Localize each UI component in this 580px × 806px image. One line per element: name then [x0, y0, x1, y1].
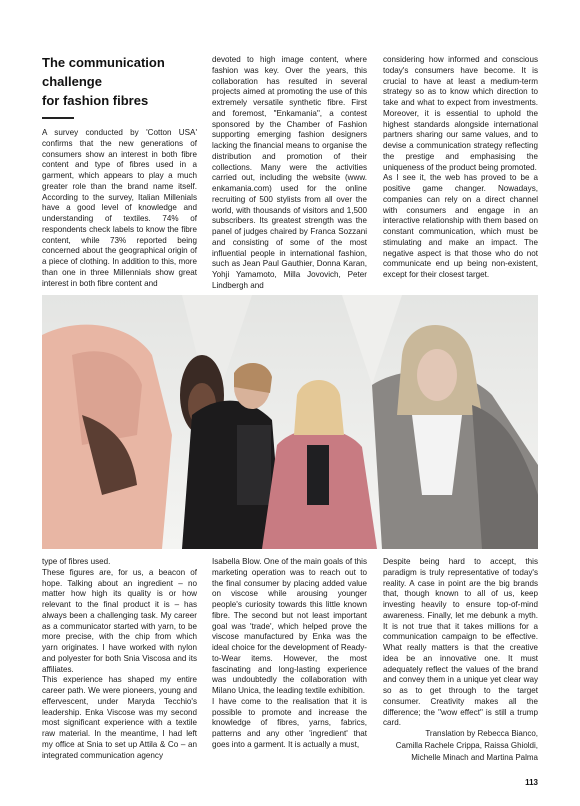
paragraph: Despite being hard to accept, this paradigm is truly representative of today's reality. A case in point are the big brands that, though known to all of us, keep investing heavily to ensure top-of-mind awareness. Finally, let me debunk a myth. It is not true that it takes millions for a communication campaign to be effective. What really matters is that the creative idea be an innovative one. It must adequately reflect the values of the brand and convey them in a unique yet clear way so as to get through to the target consumer. Creativity makes all the difference; the "wow effect" is still a trump card.	[383, 557, 538, 728]
top-column-2	[212, 55, 367, 292]
paragraph: As I see it, the web has proved to be a positive game changer. Nowadays, companies can rely on a direct channel with consumers and engage in an interactive relationship with them based on constant communication, which must be stimulating and make an impact. The negative aspect is that those who do not communicate end up being non-existent, except for their closest target.	[383, 173, 538, 279]
paragraph: type of fibres used.	[42, 557, 111, 566]
paragraph: A survey conducted by 'Cotton USA' confirms that the new generations of consumers show an interest in both fibre content and type of fibres used in a garment, which appears to play a much greater role than the brand name itself. According to the survey, Italian Millenials have a good level of knowledge and understanding of textiles. 74% of respondents check labels to know the fibre content, while 73% reported being concerned about the geographical origin of a piece of clothing. In addition to this, more than one in three Millennials show great interest in both fibre content and	[42, 128, 197, 288]
top-column-3	[383, 55, 538, 281]
page-number: 113	[525, 778, 538, 787]
credit-line: Translation by Rebecca Bianco,	[425, 729, 538, 738]
paragraph: devoted to high image content, where fashion was key. Over the years, this collaboration has resulted in several projects aimed at promoting the use of this extremely versatile synthetic fibre. First and foremost, "Enkamania", a contest sponsored by the Chamber of Fashion supporting emerging fashion designers lacking the financial means to organise the distribution and promotion of their collections. Many were the activities carried out, including the website (www. enkamania.com) used for the online recruiting of 500 stylists from all over the world, with thousands of visitors and 1,500 subscribers. Its greatest strength was the panel of judges chaired by Franca Sozzani and consisting of some of the most influential people in international fashion, such as Jean Paul Gauthier, Donna Karan, Yohji Yamamoto, Milla Jovovich, Peter Lindbergh and	[212, 55, 367, 290]
title-rule	[42, 117, 74, 119]
credit-line: Camilla Rachele Crippa, Raissa Ghioldi,	[395, 741, 538, 750]
bottom-column-2	[212, 557, 367, 751]
bottom-column-3	[383, 557, 538, 729]
paragraph: considering how informed and conscious today's consumers have become. It is crucial to have at least a medium-term strategy so as to know which direction to take and what to expect from investments. Moreover, it is essential to uphold the highest standards alongside international partners sharing our same values, and to devise a communication strategy reflecting the prestige and emphasising the uniqueness of the product being promoted.	[383, 55, 538, 172]
article-title	[42, 53, 202, 110]
title-line: for fashion fibres	[42, 93, 149, 108]
credit-line: Michelle Minach and Martina Palma	[411, 753, 538, 762]
paragraph: These figures are, for us, a beacon of hope. Talking about an ingredient – no matter how high its quality is or how relevant to the final product it is – has always been a challenging task. My career as a communicator started with yarn, to be more precise, with the chip from which yarn originates. I have worked with nylon and polyester for both Snia Viscosa and its affiliates.	[42, 567, 197, 674]
paragraph: I have come to the realisation that it is possible to promote and increase the knowledge of fibres, yarns, fabrics, patterns and any other 'ingredient' that goes into a garment. It is actually a must,	[212, 696, 367, 749]
fashion-photo	[42, 295, 538, 549]
paragraph: Isabella Blow. One of the main goals of this marketing operation was to reach out to the final consumer by placing added value on viscose while arousing younger people's curiosity towards this little known fibre. The second but not least important goal was 'trade', which helped prove the viscose manufactured by Enka was the ideal choice for the development of Ready-to-Wear items. However, the most fascinating and long-lasting experience was undoubtedly the collaboration with Milano Unica, the leading textile exhibition.	[212, 557, 367, 695]
bottom-column-1	[42, 557, 197, 761]
paragraph: This experience has shaped my entire career path. We were pioneers, young and effervescent, under Maryda Tecchio's leadership. Enka Viscose was my second most significant experience with a textile raw material. In the meantime, I had left my office at Snia to set up Attila & Co – an integrated communication agency	[42, 675, 197, 760]
translation-credit	[378, 728, 538, 764]
group-of-women-low-angle-photo	[42, 295, 538, 549]
top-column-1	[42, 128, 197, 289]
title-line: The communication	[42, 55, 165, 70]
title-line: challenge	[42, 74, 102, 89]
